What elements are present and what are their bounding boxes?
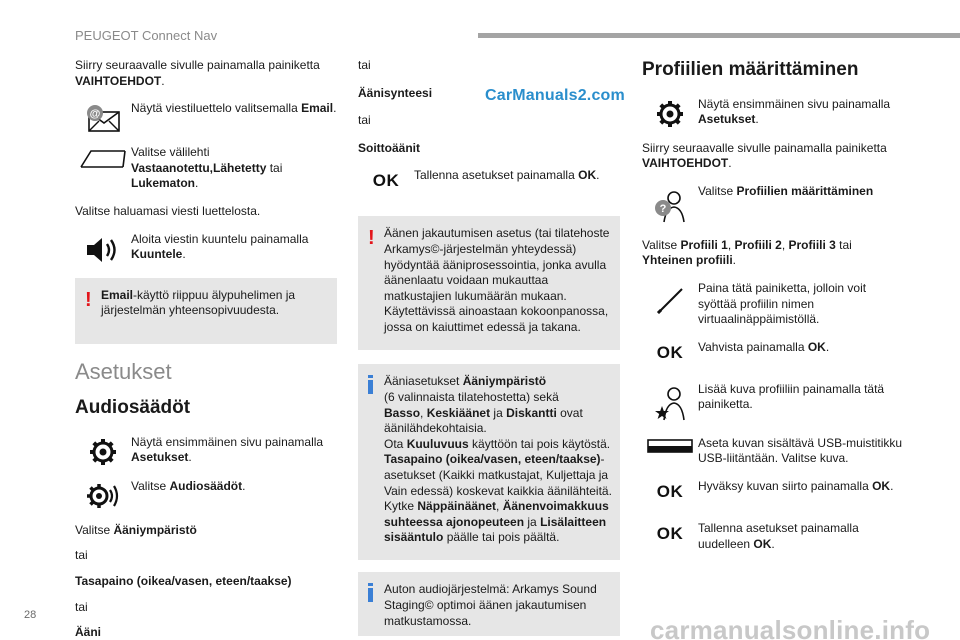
select-profile-text: Valitse Profiili 1, Profiili 2, Profiili 3 tai Yhteinen profiili. (642, 237, 852, 268)
email-compatibility-warning: ! Email-käyttö riippuu älypuhelimen ja järjestelmän yhteensopivuudesta. (75, 278, 337, 344)
ok-icon: OK (656, 482, 684, 502)
settings-main-page-instruction: Näytä ensimmäinen sivu painamalla Asetukset. (642, 97, 904, 129)
save-settings-instruction: OK Tallenna asetukset painamalla OK. (358, 168, 620, 198)
usb-stick-icon (642, 436, 698, 456)
tab-icon (75, 145, 131, 171)
or-text: tai (358, 58, 371, 72)
accept-transfer-instruction: OK Hyväksy kuvan siirto painamalla OK. (642, 479, 904, 509)
add-image-instruction: Lisää kuva profiiliin painamalla tätä painiketta. (642, 382, 904, 424)
column-2 (358, 58, 620, 640)
or-text: tai (358, 113, 371, 128)
email-instruction: @ Näytä viestiluettelo valitsemalla Email. (75, 101, 337, 133)
ok-icon: OK (656, 342, 684, 362)
warning-icon: ! (85, 288, 92, 311)
listen-instruction: Aloita viestin kuuntelu painamalla Kuuntele. (75, 232, 337, 266)
svg-text:@: @ (89, 108, 101, 121)
audio-settings-title: Audiosäädöt (75, 397, 191, 419)
info-icon (368, 583, 373, 604)
sound-distribution-warning: ! Äänen jakautumisen asetus (tai tilatehoste Arkamys©-järjestelmän yhteydessä) hyödyntää ääniprosessointia, jonka avulla äänenlaatu voidaan mukauttaa matkustajien lukumäärän mukaan. Käytettävissä ainoastaan kokoonpanossa, jossa on kaiuttimet edessä ja takana. (358, 216, 620, 350)
or-text: tai (75, 599, 88, 614)
section-title-asetukset: Asetukset (75, 358, 172, 384)
audio-settings-info: Ääniasetukset Ääniympäristö (6 valinnaista tilatehostetta) sekä Basso, Keskiäänet ja Diskantti ovat äänilähdekohtaisia. Ota Kuuluvuus käyttöön tai pois käytöstä. Tasapaino (oikea/vasen, eteen/taakse)-asetukset (Kaikki matkustajat, Kuljettaja ja Vain edessä) koskevat kaikkia äänilähteitä. Kytke Näppäinäänet, Äänenvoimakkuus suhteessa ajonopeuteen ja Lisälaitteen sisääntulo päälle tai pois päältä. (358, 364, 620, 560)
speaker-icon (75, 232, 131, 266)
balance-option: Tasapaino (oikea/vasen, eteen/taakse) (75, 574, 292, 589)
edit-name-instruction: Paina tätä painiketta, jolloin voit syöttää profiilin nimen virtuaalinäppäimistöllä. (642, 281, 904, 328)
choose-message-text: Valitse haluamasi viesti luettelosta. (75, 203, 261, 218)
svg-text:?: ? (659, 202, 667, 215)
warning-icon: ! (368, 227, 375, 250)
manual-header-title: PEUGEOT Connect Nav (75, 28, 218, 43)
profile-setup-instruction: ? Valitse Profiilien määrittäminen (642, 184, 904, 226)
profiles-title: Profiilien määrittäminen (642, 59, 859, 80)
watermark-top: CarManuals2.com (485, 87, 625, 104)
choose-sound-environment: Valitse Ääniympäristö (75, 522, 197, 537)
or-text: tai (75, 548, 88, 563)
save-again-instruction: OK Tallenna asetukset painamalla uudelleen OK. (642, 521, 904, 552)
profile-star-icon (642, 382, 698, 424)
audio-settings-icon (75, 479, 131, 511)
confirm-instruction: OK Vahvista painamalla OK. (642, 340, 904, 370)
watermark-bottom: carmanualsonline.info (650, 615, 931, 640)
info-icon (368, 375, 373, 396)
usb-instruction: Aseta kuvan sisältävä USB-muistitikku USB-liitäntään. Valitse kuva. (642, 436, 904, 467)
options-instruction: Siirry seuraavalle sivulle painamalla painiketta VAIHTOEHDOT. (642, 140, 887, 171)
voice-synthesis-option: Äänisynteesi (358, 85, 433, 100)
ringtones-option: Soittoäänit (358, 140, 420, 155)
column-3 (642, 58, 904, 564)
ok-icon: OK (372, 171, 400, 191)
tabs-instruction: Valitse välilehti Vastaanotettu,Lähetetty tai Lukematon. (75, 145, 337, 192)
options-instruction: Siirry seuraavalle sivulle painamalla painiketta VAIHTOEHDOT. (75, 58, 320, 88)
arkamys-info: Auton audiojärjestelmä: Arkamys Sound Staging© optimoi äänen jakautumisen matkustamossa. (358, 572, 620, 636)
pencil-icon (642, 281, 698, 319)
email-icon (75, 101, 131, 133)
ok-icon: OK (656, 524, 684, 544)
gear-icon (642, 97, 698, 129)
profile-question-icon (642, 184, 698, 226)
gear-icon (75, 435, 131, 467)
audio-settings-instruction: Valitse Audiosäädöt. (75, 479, 337, 511)
settings-main-page-instruction: Näytä ensimmäinen sivu painamalla Asetukset. (75, 435, 337, 467)
page-number: 28 (24, 609, 37, 621)
column-1 (75, 58, 337, 640)
sound-option: Ääni (75, 625, 102, 640)
header-bar (478, 33, 960, 38)
